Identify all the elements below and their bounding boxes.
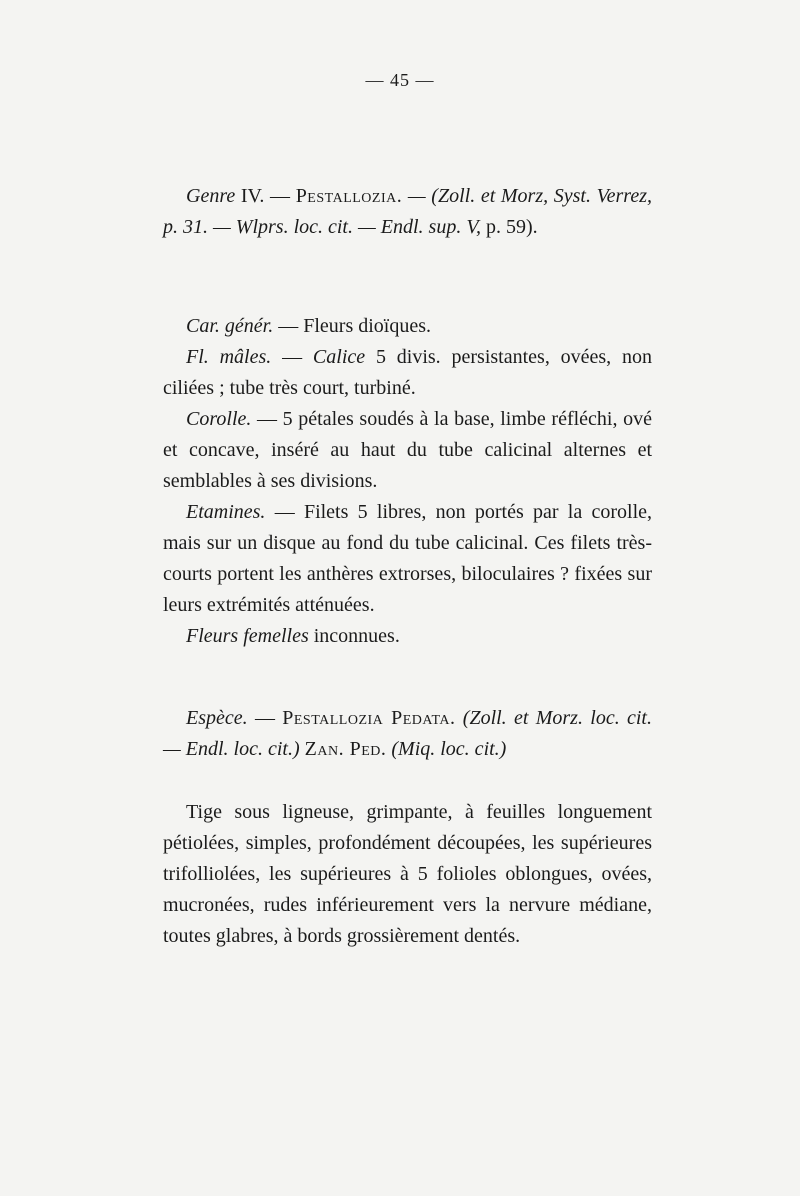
species-name: Pestallozia Pedata. (282, 707, 456, 729)
calice-text: 5 divis. persistantes, ovées, non ciliées ; tube très court, turbiné. (163, 346, 653, 399)
species-ref-1: (Zoll. et Morz. loc. cit. — Endl. loc. cit.) (163, 707, 652, 760)
species-ref-2: (Miq. loc. cit.) (386, 738, 507, 760)
femelles-text: inconnues. (308, 625, 400, 647)
species-separator: — (247, 707, 283, 729)
genus-label: Genre (186, 185, 236, 207)
corolle-text: — 5 pétales soudés à la base, limbe réfléchi, ové et concave, inséré au haut du tube calicinal alternes et semblables à ses divisions. (163, 408, 652, 492)
car-paragraph (163, 311, 652, 342)
genus-numeral: IV. — (235, 185, 296, 207)
species-heading (163, 703, 652, 765)
characters-section (163, 311, 652, 652)
corolle-paragraph (163, 404, 652, 497)
genus-heading (163, 181, 652, 243)
genus-ref-1: — (Zoll. et Morz, Syst. (402, 185, 591, 207)
etamines-paragraph (163, 497, 652, 621)
car-label: Car. génér. (186, 315, 274, 337)
calice-label: Calice (312, 346, 366, 368)
genus-ref-2: Verrez, p. 31. — Wlprs. loc. cit. — Endl. sup. V, (163, 185, 652, 238)
car-text: — Fleurs dioïques. (273, 315, 432, 337)
male-flowers-paragraph (163, 342, 652, 404)
page-number: — 45 — (365, 70, 435, 90)
species-zan: Zan. Ped. (304, 738, 387, 760)
fl-separator: — (271, 346, 313, 368)
genus-ref-3: p. 59). (485, 216, 538, 238)
stem-description (163, 797, 652, 952)
genus-name: Pestallozia. (295, 185, 403, 207)
female-flowers-paragraph (163, 621, 652, 652)
femelles-label: Fleurs femelles (186, 625, 309, 647)
etamines-text: — Filets 5 libres, non portés par la corolle, mais sur un disque au fond du tube calicinal. Ces filets très-courts portent les anthères extrorses, biloculaires ? fixées sur leurs extrémités atténuées. (163, 501, 652, 616)
fl-label: Fl. mâles. (186, 346, 272, 368)
species-label: Espèce. (186, 707, 248, 729)
tige-paragraph: Tige sous ligneuse, grimpante, à feuilles longuement pétiolées, simples, profondément découpées, les supérieures trifolliolées, les supérieures à 5 folioles oblongues, ovées, mucronées, rudes inférieurement vers la nervure médiane, toutes glabres, à bords grossièrement dentés. (163, 801, 652, 947)
corolle-label: Corolle. (186, 408, 252, 430)
etamines-label: Etamines. (186, 501, 266, 523)
